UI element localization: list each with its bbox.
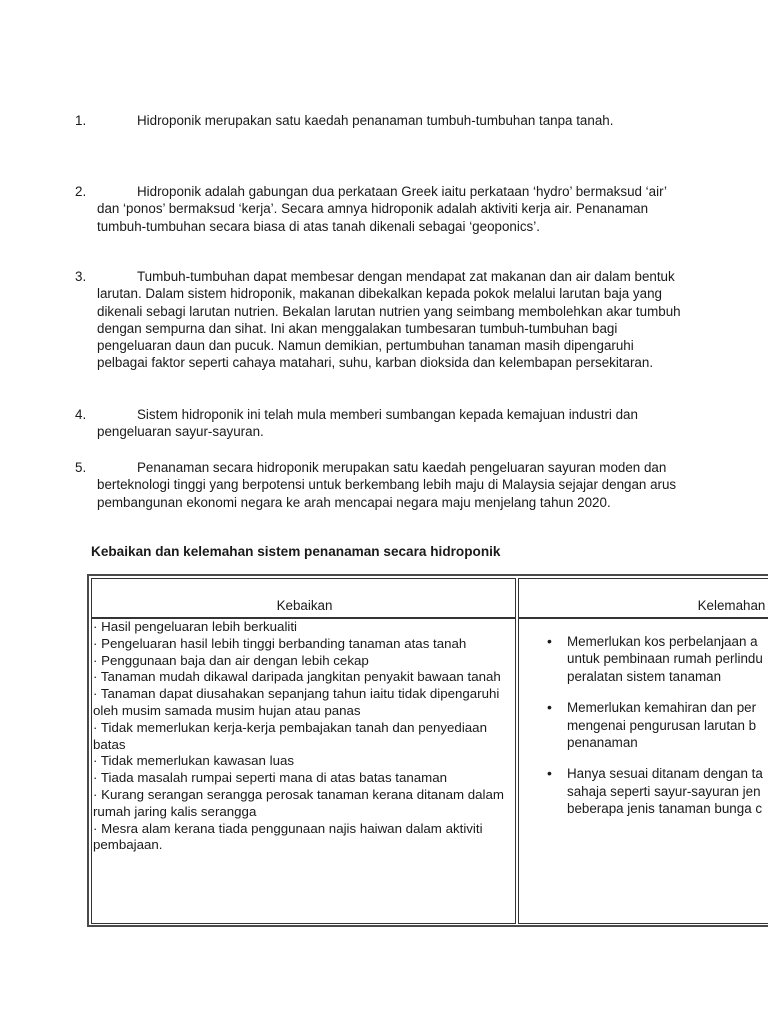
list-item: · Tanaman dapat diusahakan sepanjang tahun iaitu tidak dipengaruhi oleh musim samada musim hujan atau panas — [93, 686, 500, 718]
paragraph-number: 3. — [75, 269, 87, 284]
column-header-kebaikan: Kebaikan — [276, 598, 333, 613]
list-item-line: • Memerlukan kos perbelanjaan a — [567, 634, 758, 649]
paragraph-text: Hidroponik adalah gabungan dua perkataan Greek iaitu perkataan ‘hydro’ bermaksud ‘air’ dan ‘ponos’ bermaksud ‘kerja’. Secara amnya hidroponik adalah aktiviti kerja air. Penanaman tumbuh-tumbuhan secara biasa di atas tanah dikenali sebagai ‘geoponics’. — [97, 184, 667, 234]
numbered-paragraph-2 — [75, 183, 685, 235]
list-item: · Mesra alam kerana tiada penggunaan najis haiwan dalam aktiviti pembajaan. — [93, 820, 483, 853]
paragraph-text: Sistem hidroponik ini telah mula memberi sumbangan kepada kemajuan industri dan pengeluaran sayur-sayuran. — [97, 407, 638, 440]
list-item-line: peralatan sistem tanaman — [567, 668, 722, 684]
list-item: · Tanaman mudah dikawal daripada jangkitan penyakit bawaan tanah — [93, 669, 501, 685]
list-item-line: mengenai pengurusan larutan b — [567, 717, 757, 733]
list-item-line: sahaja seperti sayur-sayuran jen — [567, 783, 761, 799]
comparison-table — [87, 574, 768, 927]
list-item-line: untuk pembinaan rumah perlindu — [567, 651, 763, 667]
numbered-paragraph-1 — [75, 112, 685, 129]
kelemahan-cell — [518, 618, 768, 924]
list-item-line: penanaman — [567, 735, 638, 751]
list-item — [547, 633, 768, 685]
numbered-paragraph-3 — [75, 268, 685, 372]
paragraph-text: Penanaman secara hidroponik merupakan satu kaedah pengeluaran sayuran moden dan berteknologi tinggi yang berpotensi untuk berkembang lebih maju di Malaysia sejajar dengan arus pembangunan ekonomi negara ke arah mencapai negara maju menjelang tahun 2020. — [97, 460, 677, 510]
numbered-paragraph-5 — [75, 459, 685, 511]
paragraph-text: Hidroponik merupakan satu kaedah penanaman tumbuh-tumbuhan tanpa tanah. — [137, 113, 614, 128]
list-item: · Tidak memerlukan kerja-kerja pembajakan tanah dan penyediaan batas — [93, 719, 487, 752]
kebaikan-list — [93, 619, 515, 854]
kelemahan-list — [547, 633, 768, 832]
list-item — [547, 765, 768, 817]
column-header-kelemahan: Kelemahan — [697, 598, 766, 613]
paragraph-number: 2. — [75, 184, 87, 199]
paragraph-number: 5. — [75, 460, 87, 475]
list-item-line: • Memerlukan kemahiran dan per — [567, 700, 757, 716]
list-item: · Penggunaan baja dan air dengan lebih cekap — [93, 652, 369, 668]
header-cell-kelemahan — [518, 578, 768, 618]
table-heading: Kebaikan dan kelemahan sistem penanaman secara hidroponik — [91, 544, 501, 559]
kebaikan-cell — [91, 618, 516, 924]
numbered-paragraph-4 — [75, 406, 685, 441]
list-item: · Kurang serangan serangga perosak tanaman kerana ditanam dalam rumah jaring kalis serangga — [93, 786, 504, 819]
list-item-line: beberapa jenis tanaman bunga c — [567, 801, 763, 817]
list-item — [547, 699, 768, 751]
list-item-line: • Hanya sesuai ditanam dengan ta — [567, 766, 763, 782]
paragraph-number: 1. — [75, 113, 87, 128]
header-cell-kebaikan — [91, 578, 516, 618]
list-item: · Pengeluaran hasil lebih tinggi berbanding tanaman atas tanah — [93, 635, 467, 651]
paragraph-number: 4. — [75, 407, 87, 422]
list-item: · Tidak memerlukan kawasan luas — [93, 753, 295, 769]
list-item: · Hasil pengeluaran lebih berkualiti — [93, 619, 298, 634]
paragraph-text: Tumbuh-tumbuhan dapat membesar dengan mendapat zat makanan dan air dalam bentuk larutan. Dalam sistem hidroponik, makanan dibekalkan kepada pokok melalui larutan baja yang dikenali sebagi larutan nutrien. Bekalan larutan nutrien yang seimbang membolehkan akar tumbuh dengan sempurna dan sihat. Ini akan menggalakan tumbesaran tumbuh-tumbuhan bagi pengeluaran daun dan pucuk. Namun demikian, pertumbuhan tanaman masih dipengaruhi pelbagai faktor seperti cahaya matahari, suhu, karban dioksida dan kelembapan persekitaran. — [97, 269, 681, 371]
list-item: · Tiada masalah rumpai seperti mana di atas batas tanaman — [93, 770, 448, 786]
